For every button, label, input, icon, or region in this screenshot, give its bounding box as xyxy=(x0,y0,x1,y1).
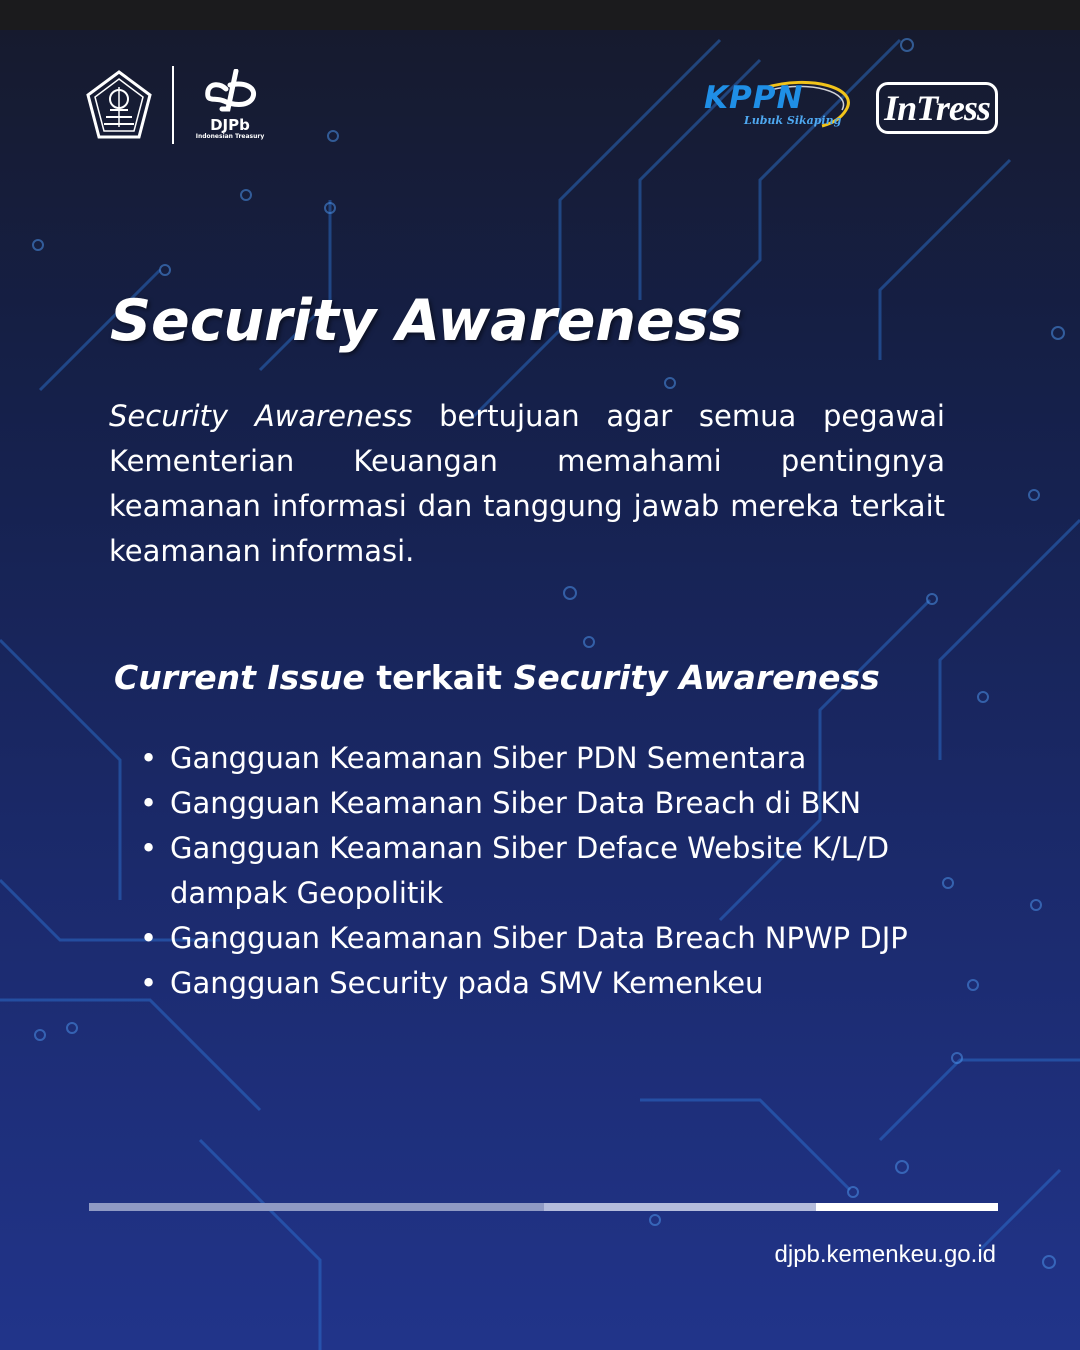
section-heading-part1: Current Issue xyxy=(114,658,365,697)
djpb-logo xyxy=(190,69,270,141)
list-item xyxy=(140,961,960,1006)
progress-bar xyxy=(89,1203,998,1211)
intro-paragraph xyxy=(109,394,945,574)
bullet-icon: • xyxy=(140,966,158,1000)
issue-text: Gangguan Keamanan Siber Deface Website K/L/D dampak Geopolitik xyxy=(170,831,890,910)
issue-text: Gangguan Security pada SMV Kemenkeu xyxy=(170,966,764,1000)
list-item xyxy=(140,826,960,916)
intro-text: bertujuan agar semua pegawai Kementerian Keuangan memahami pentingnya keamanan informasi dan tanggung jawab mereka terkait keamanan informasi. xyxy=(109,399,945,568)
issue-text: Gangguan Keamanan Siber Data Breach di BKN xyxy=(170,786,862,820)
bullet-icon: • xyxy=(140,831,158,865)
intress-name: InTress xyxy=(884,88,990,128)
section-heading xyxy=(114,655,880,701)
bullet-icon: • xyxy=(140,741,158,775)
issue-list xyxy=(140,736,960,1006)
section-heading-part3: Security Awareness xyxy=(513,658,880,697)
logo-divider xyxy=(172,66,174,144)
kppn-logo xyxy=(704,80,854,130)
bullet-icon: • xyxy=(140,921,158,955)
bullet-icon: • xyxy=(140,786,158,820)
footer-url: djpb.kemenkeu.go.id xyxy=(774,1241,996,1268)
page-title: Security Awareness xyxy=(110,288,743,354)
djpb-name: DJPb xyxy=(210,116,250,134)
section-heading-part2: terkait xyxy=(364,658,514,697)
progress-mid-segment xyxy=(544,1203,817,1211)
issue-text: Gangguan Keamanan Siber PDN Sementara xyxy=(170,741,807,775)
kppn-location: Lubuk Sikaping xyxy=(744,114,842,127)
list-item xyxy=(140,916,960,961)
progress-fill xyxy=(816,1203,998,1211)
djpb-subtitle: Indonesian Treasury xyxy=(195,133,265,140)
list-item xyxy=(140,736,960,781)
kppn-name: KPPN xyxy=(704,80,804,116)
djpb-mark-icon xyxy=(200,69,260,117)
intress-logo xyxy=(876,82,998,134)
list-item xyxy=(140,781,960,826)
issue-text: Gangguan Keamanan Siber Data Breach NPWP DJP xyxy=(170,921,908,955)
ministry-emblem-icon xyxy=(84,69,154,141)
header-logos-left xyxy=(84,66,270,144)
intro-emphasis: Security Awareness xyxy=(109,399,413,433)
